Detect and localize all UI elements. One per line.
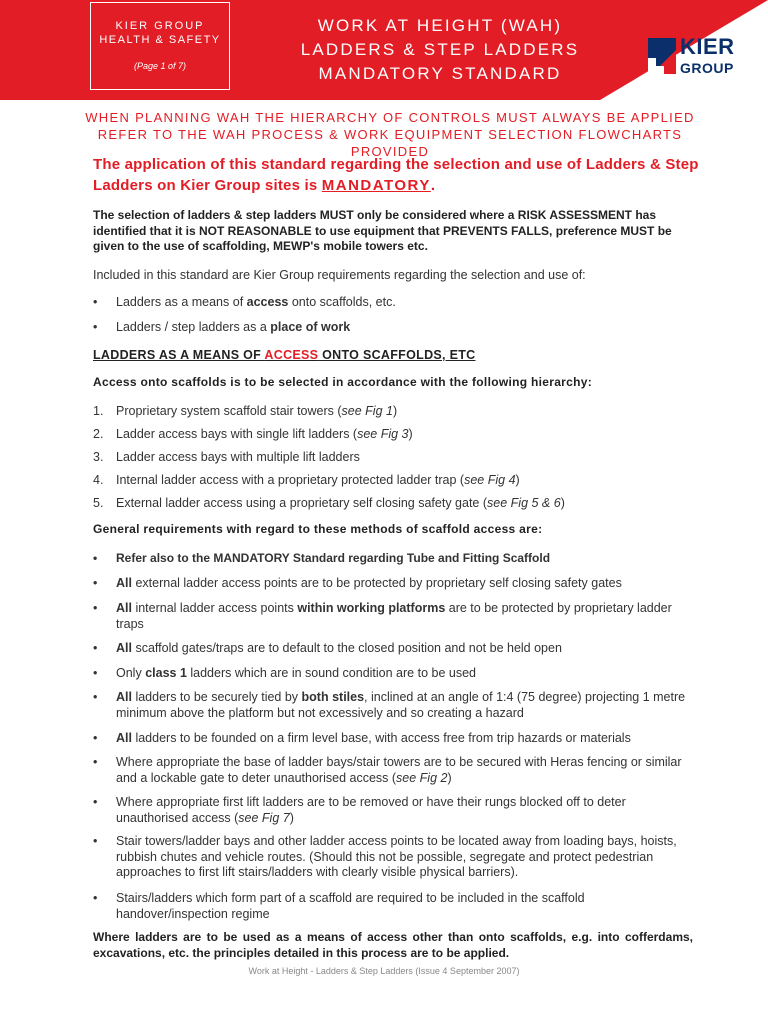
kier-logo-mark-icon	[648, 38, 676, 78]
general-bullet-11: • Stairs/ladders which form part of a scaffold are required to be included in the scaffold handover/inspection regime	[93, 891, 585, 921]
included-paragraph: Included in this standard are Kier Group requirements regarding the selection and use of:	[93, 268, 586, 282]
header-department-box	[90, 2, 230, 90]
hierarchy-item-1: 1. Proprietary system scaffold stair towers (see Fig 1)	[93, 404, 398, 418]
access-intro: Access onto scaffolds is to be selected in accordance with the following hierarchy:	[93, 375, 593, 389]
general-bullet-6: • All ladders to be securely tied by both stiles, inclined at an angle of 1:4 (75 degree) projecting 1 metre minimum above the platform but not excessively and so creating a hazard	[93, 690, 686, 720]
logo-sub: GROUP	[680, 60, 734, 76]
hierarchy-item-3: 3. Ladder access bays with multiple lift ladders	[93, 450, 360, 464]
bullet-icon: •	[93, 295, 98, 309]
bullet-icon: •	[93, 666, 98, 680]
section-heading-access: LADDERS AS A MEANS OF ACCESS ONTO SCAFFOLDS, ETC	[93, 348, 476, 362]
general-bullet-4: • All scaffold gates/traps are to default to the closed position and not be held open	[93, 641, 562, 655]
intro-mandatory: MANDATORY	[321, 177, 431, 194]
bullet-icon: •	[93, 576, 98, 590]
header-box-line2: HEALTH & SAFETY	[99, 34, 221, 46]
header-box-line1: KIER GROUP	[115, 20, 205, 32]
bullet-icon: •	[93, 755, 98, 769]
hierarchy-item-2: 2. Ladder access bays with single lift ladders (see Fig 3)	[93, 427, 413, 441]
intro-statement	[93, 154, 703, 196]
title-line3: MANDATORY STANDARD	[318, 64, 562, 83]
general-bullet-1: • Refer also to the MANDATORY Standard regarding Tube and Fitting Scaffold	[93, 551, 551, 565]
general-bullet-7: • All ladders to be founded on a firm level base, with access free from trip hazards or materials	[93, 731, 631, 745]
hierarchy-warning	[60, 109, 720, 160]
page-footer: Work at Height - Ladders & Step Ladders (Issue 4 September 2007)	[248, 966, 520, 976]
bullet-icon: •	[93, 601, 98, 615]
hierarchy-item-5: 5. External ladder access using a proprietary self closing safety gate (see Fig 5 & 6)	[93, 496, 565, 510]
document-title	[290, 14, 590, 86]
closing-paragraph: Where ladders are to be used as a means of access other than onto scaffolds, e.g. into cofferdams, excavations, etc. the principles detailed in this process are to be applied.	[93, 930, 693, 960]
general-heading: General requirements with regard to these methods of scaffold access are:	[93, 522, 543, 536]
hierarchy-line2: REFER TO THE WAH PROCESS & WORK EQUIPMENT SELECTION FLOWCHARTS PROVIDED	[97, 127, 683, 159]
general-bullet-9: • Where appropriate first lift ladders are to be removed or have their rungs blocked off to deter unauthorised access (see Fig 7)	[93, 795, 626, 825]
bullet-icon: •	[93, 320, 98, 334]
title-line2: LADDERS & STEP LADDERS	[300, 40, 580, 59]
logo-name: KIER	[680, 34, 735, 59]
bullet-icon: •	[93, 731, 98, 745]
included-bullet-1: • Ladders as a means of access onto scaffolds, etc.	[93, 295, 396, 309]
general-bullet-10: • Stair towers/ladder bays and other ladder access points to be located away from loading bays, hoists, rubbish chutes and vehicle routes. (Should this not be possible, segregate and protect pedestrian approaches to first lift stairs/ladders with clearly visible physical barriers).	[93, 834, 677, 879]
general-bullet-2: • All external ladder access points are to be protected by proprietary self closing safety gates	[93, 576, 622, 590]
page-indicator: (Page 1 of 7)	[133, 61, 187, 71]
hierarchy-item-4: 4. Internal ladder access with a proprietary protected ladder trap (see Fig 4)	[93, 473, 520, 487]
bullet-icon: •	[93, 834, 98, 848]
included-bullet-2: • Ladders / step ladders as a place of work	[93, 320, 351, 334]
bullet-icon: •	[93, 795, 98, 809]
general-bullet-5: • Only class 1 ladders which are in sound condition are to be used	[93, 666, 476, 680]
selection-paragraph: The selection of ladders & step ladders MUST only be considered where a RISK ASSESSMENT has identified that it is NOT REASONABLE to use equipment that PREVENTS FALLS, preference MUST be given to the use of scaffolding, MEWP's mobile towers etc.	[93, 208, 672, 253]
general-bullet-3: • All internal ladder access points within working platforms are to be protected by proprietary ladder traps	[93, 601, 672, 631]
bullet-icon: •	[93, 690, 98, 704]
intro-end: .	[430, 177, 436, 194]
hierarchy-line1: WHEN PLANNING WAH THE HIERARCHY OF CONTROLS MUST ALWAYS BE APPLIED	[85, 110, 695, 125]
intro-text: The application of this standard regarding the selection and use of Ladders & Step Ladders on Kier Group sites is	[93, 156, 699, 194]
title-line1: WORK AT HEIGHT (WAH)	[317, 16, 563, 35]
bullet-icon: •	[93, 551, 98, 565]
bullet-icon: •	[93, 891, 98, 905]
bullet-icon: •	[93, 641, 98, 655]
general-bullet-8: • Where appropriate the base of ladder bays/stair towers are to be secured with Heras fencing or similar and a lockable gate to deter unauthorised access (see Fig 2)	[93, 755, 682, 785]
kier-logo	[648, 36, 738, 84]
